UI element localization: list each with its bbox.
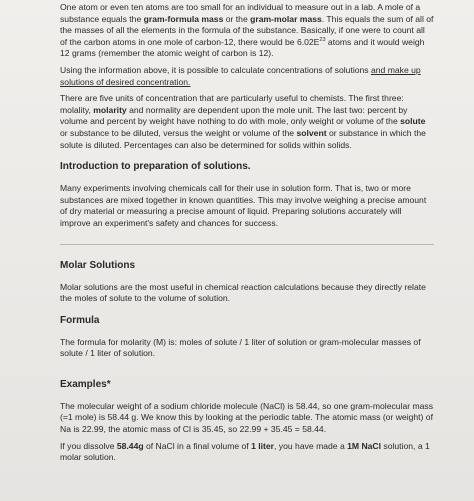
section-divider xyxy=(60,244,434,245)
intro-paragraph-mole xyxy=(60,2,434,60)
term-solute: solute xyxy=(400,116,426,127)
term-gram-molar-mass: gram-molar mass xyxy=(250,13,322,24)
term-gram-formula-mass: gram-formula mass xyxy=(143,13,224,24)
molar-paragraph: Molar solutions are the most useful in chemical reaction calculations because they directly relate the moles of solute to the volume of solution. xyxy=(60,281,426,304)
text-run: or substance to be diluted, versus the weight or volume of the xyxy=(60,127,297,138)
exponent: 23 xyxy=(319,36,326,43)
text-run: If you dissolve xyxy=(60,440,117,451)
text-run: There are five units of concentration that are particularly useful to chemists. The first three: molality, xyxy=(60,93,404,115)
text-run: solution, a 1 molar solution. xyxy=(60,440,430,463)
text-run: of NaCl in a final volume of xyxy=(143,440,252,451)
term-volume: 1 liter xyxy=(251,440,275,451)
text-run: or the xyxy=(223,13,251,24)
term-solvent: solvent xyxy=(296,127,327,138)
examples-paragraph-dissolve xyxy=(60,441,434,464)
heading-preparation: Introduction to preparation of solutions. xyxy=(60,161,251,173)
heading-formula: Formula xyxy=(60,314,100,326)
text-run: Using the information above, it is possible to calculate concentrations of solutions xyxy=(60,64,371,75)
intro-paragraph-units xyxy=(60,93,434,151)
text-run: and normality are dependent upon the mole unit. The last two: percent by volume and percent by weight have nothing to do with mole, only weight or volume of the xyxy=(60,104,408,127)
text-run: . This equals the sum of all of the masses of all the elements in the formula of the substance. Basically, if one were to count all of the carbon atoms in one mole of carbon-12, there would be 6.02E xyxy=(60,13,434,47)
term-mass: 58.44g xyxy=(116,440,144,451)
text-run: , you have made a xyxy=(274,440,348,451)
term-concentration: 1M NaCl xyxy=(347,440,382,451)
underlined-text: and make up solutions of desired concentration. xyxy=(60,64,421,87)
preparation-paragraph: Many experiments involving chemicals call for their use in solution form. That is, two or more substances are mixed together in known quantities. This may involve weighing a precise amount of dry material or measuring a precise amount of liquid. Preparing solutions accurately will improve an experiment's safety and chances for success. xyxy=(60,183,427,228)
term-molarity: molarity xyxy=(93,104,127,115)
heading-examples: Examples* xyxy=(60,378,111,390)
text-run: or substance in which the solute is diluted. Percentages can also be determined for solids within solids. xyxy=(60,127,426,150)
heading-molar-solutions: Molar Solutions xyxy=(60,259,135,271)
formula-paragraph: The formula for molarity (M) is: moles of solute / 1 liter of solution or gram-molecular masses of solute / 1 liter of solution. xyxy=(60,336,421,359)
examples-paragraph-nacl: The molecular weight of a sodium chloride molecule (NaCl) is 58.44, so one gram-molecular mass (=1 mole) is 58.44 g. We know this by looking at the periodic table. The atomic mass (or weight) of Na is 22.99, the atomic mass of Cl is 35.45, so 22.99 + 35.45 = 58.44. xyxy=(60,400,434,435)
text-run: atoms and it would weigh 12 grams (remember the atomic weight of carbon is 12). xyxy=(60,36,425,59)
text-run: One atom or even ten atoms are too small for an individual to measure out in a lab. A mole of a substance equals the xyxy=(60,2,421,24)
intro-paragraph-calculate xyxy=(60,65,434,88)
